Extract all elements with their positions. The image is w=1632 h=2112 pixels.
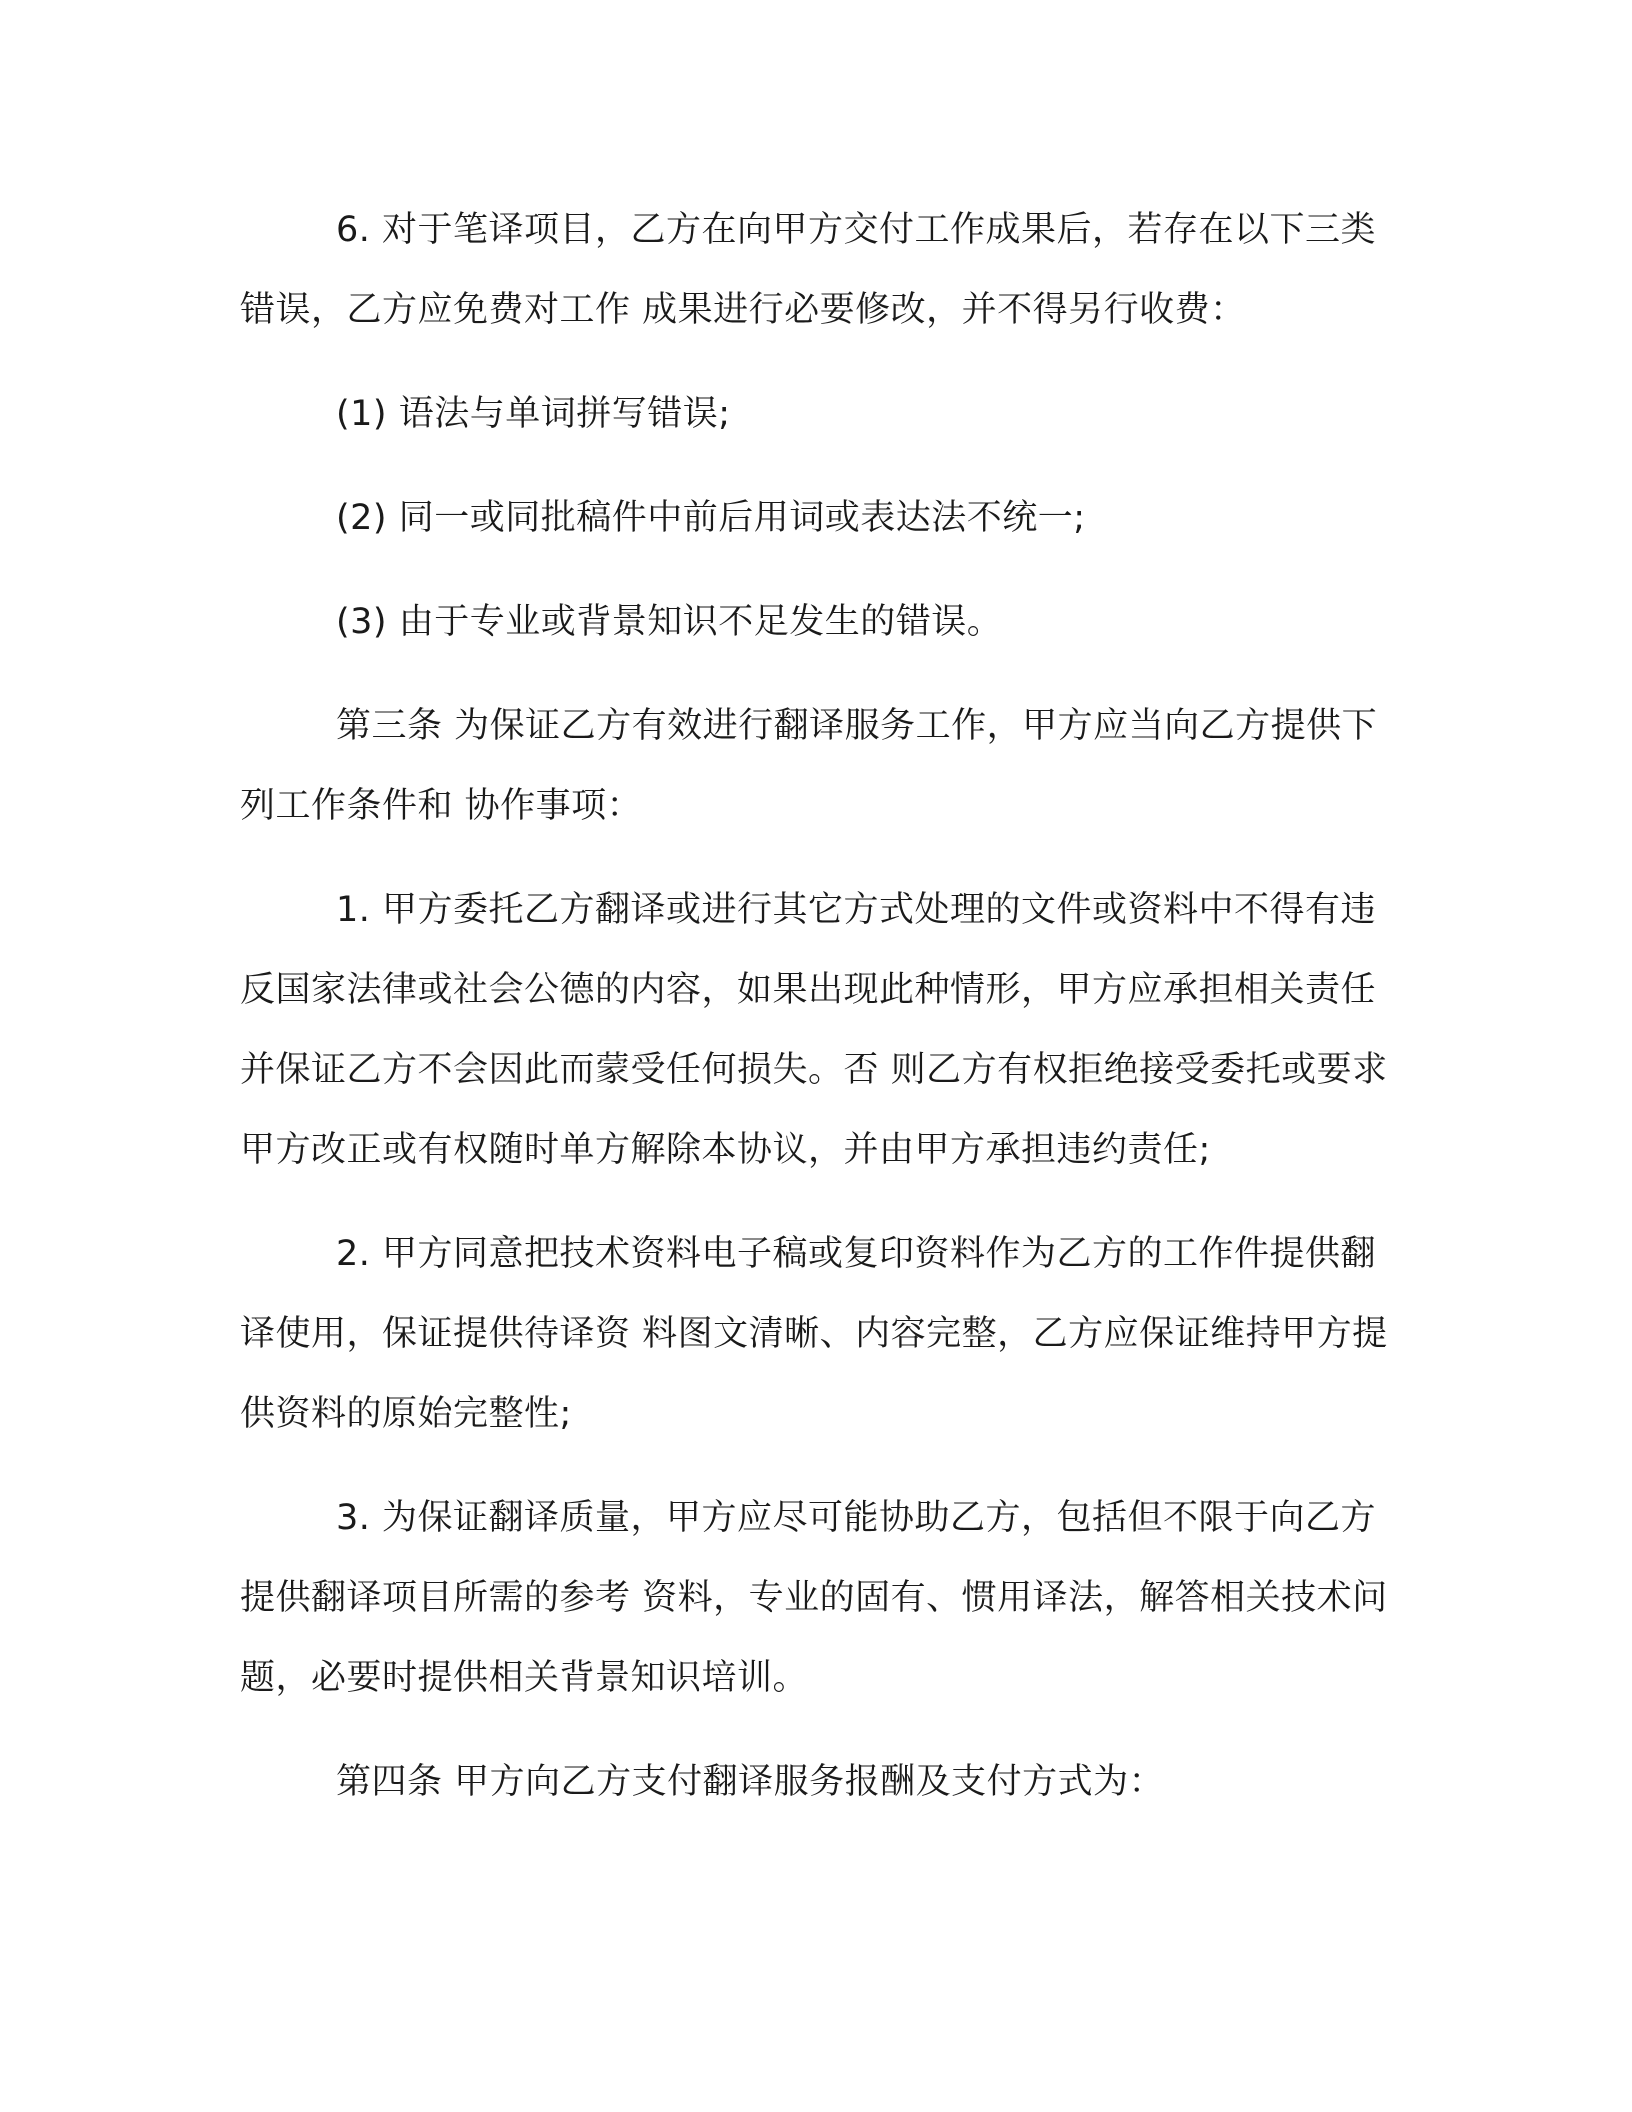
error-type-1: (1) 语法与单词拼写错误; bbox=[336, 394, 731, 434]
article-3-item-2: 2. 甲方同意把技术资料电子稿或复印资料作为乙方的工作件提供翻译使用，保证提供待译资 料图文清晰、内容完整，乙方应保证维持甲方提供资料的原始完整性; bbox=[240, 1234, 1388, 1434]
article-4-heading: 第四条 甲方向乙方支付翻译服务报酬及支付方式为： bbox=[336, 1762, 1165, 1802]
article-3-item-1: 1. 甲方委托乙方翻译或进行其它方式处理的文件或资料中不得有违反国家法律或社会公德的内容，如果出现此种情形，甲方应承担相关责任并保证乙方不会因此而蒙受任何损失。否 则乙方有权拒绝接受委托或要求甲方改正或有权随时单方解除本协议，并由甲方承担违约责任; bbox=[240, 890, 1388, 1170]
article-3-item-3: 3. 为保证翻译质量，甲方应尽可能协助乙方，包括但不限于向乙方提供翻译项目所需的参考 资料，专业的固有、惯用译法，解答相关技术问题，必要时提供相关背景知识培训。 bbox=[240, 1498, 1388, 1698]
error-type-2: (2) 同一或同批稿件中前后用词或表达法不统一; bbox=[336, 498, 1086, 538]
document-body bbox=[240, 190, 1390, 1822]
error-type-3: (3) 由于专业或背景知识不足发生的错误。 bbox=[336, 602, 1003, 642]
article-3-heading: 第三条 为保证乙方有效进行翻译服务工作，甲方应当向乙方提供下列工作条件和 协作事项： bbox=[240, 706, 1378, 826]
clause-6-proofreading: 6. 对于笔译项目，乙方在向甲方交付工作成果后，若存在以下三类错误，乙方应免费对工作 成果进行必要修改，并不得另行收费： bbox=[240, 210, 1377, 330]
